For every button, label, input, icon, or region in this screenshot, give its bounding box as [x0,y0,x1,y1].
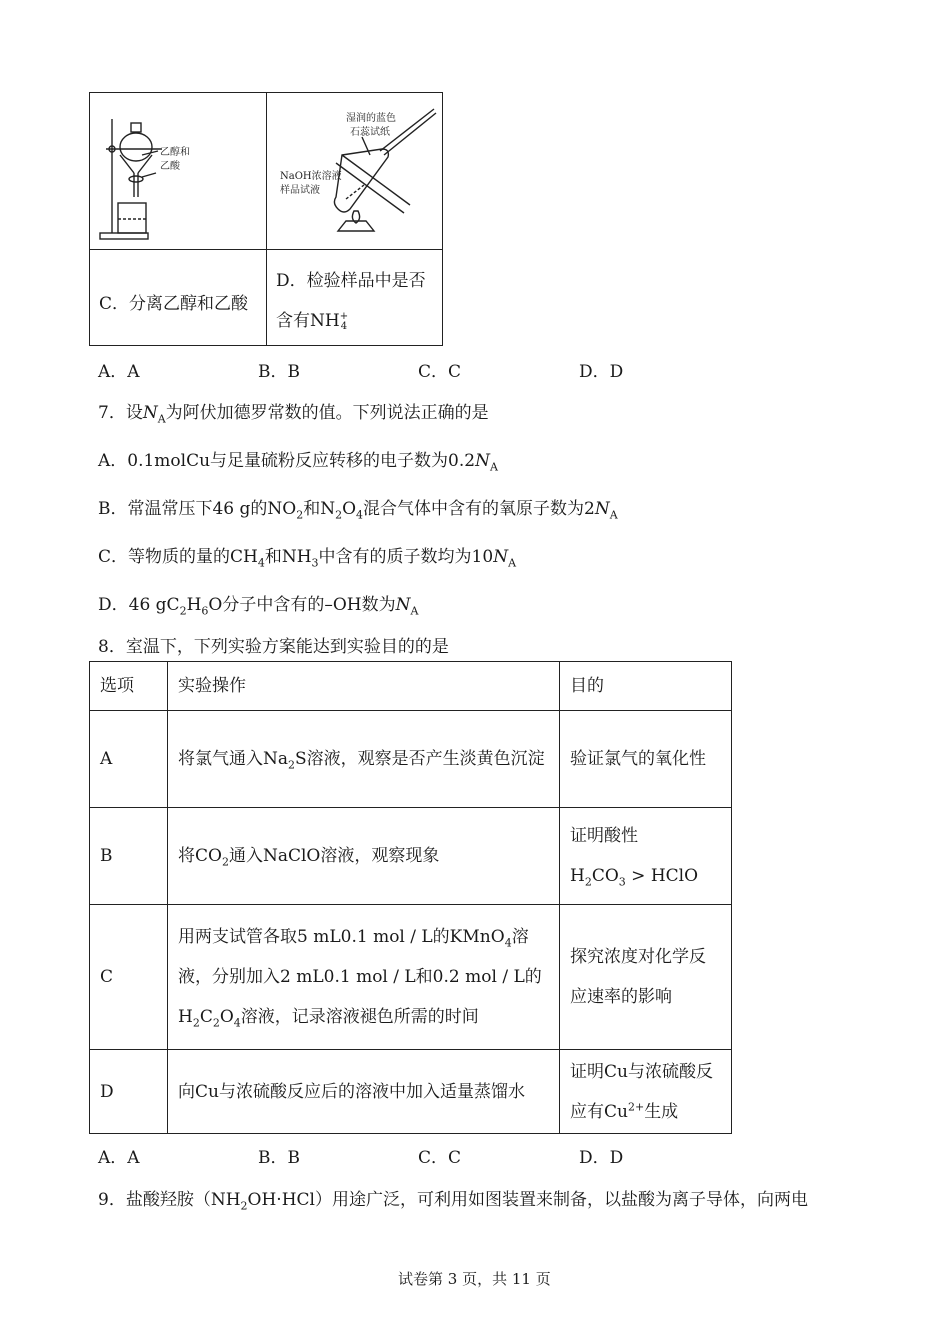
row-b-operation: 将$CO_2$通入NaClO溶液，观察现象 [168,808,560,905]
caption-c: C．分离乙醇和乙酸 [99,294,249,314]
q8-option-c: C．C [418,1148,462,1168]
table-row [90,808,732,905]
fig-c-label-2: 乙酸 [160,161,180,172]
table-row [90,1050,732,1134]
q9-stem: 9．盐酸羟胺$(NH_2OH\cdot HCl)$用途广泛，可利用如图装置来制备，以盐酸为离子导体，向两电 [98,1190,808,1213]
ammonium-test-figure [270,101,442,241]
q6-option-b: B．B [258,362,300,382]
row-b-goal: 证明酸性 $H_2CO_3$ > HClO [560,808,732,905]
q7-stem: 7．设$N_A$为阿伏加德罗常数的值。下列说法正确的是 [98,403,489,426]
q7-option-b: B．常温常压下46 g的$NO_2$和$N_2O_4$混合气体中含有的氧原子数为$2N_A$ [98,499,618,522]
row-c-operation: 用两支试管各取5 mL0.1 mol / L的KMnO$_4$溶液，分别加入2 mL0.1 mol / L和0.2 mol / L的$H_2C_2O_4$溶液，记录溶液褪色所需的时间 [168,905,560,1050]
q7-option-c: C．等物质的量的$CH_4$和$NH_3$中含有的质子数均为$10N_A$ [98,547,517,570]
q7-option-a: A．0.1molCu与足量硫粉反应转移的电子数为$0.2N_A$ [98,451,498,474]
separatory-funnel-figure [98,111,258,245]
row-d-goal: 证明Cu与浓硫酸反应有$Cu^{2+}$生成 [560,1050,732,1134]
caption-d-line1: D．检验样品中是否 [276,271,426,291]
fig-c-label-1: 乙醇和 [160,147,190,158]
row-b-label: B [90,808,168,905]
q6-option-d: D．D [579,362,624,382]
table-row [90,711,732,808]
table-row [90,905,732,1050]
row-a-goal: 验证氯气的氧化性 [560,711,732,808]
q7-option-d: D．46 $gC_2H_6O$分子中含有的–OH数为$N_A$ [98,595,419,618]
row-a-operation: 将氯气通入$Na_2S$溶液，观察是否产生淡黄色沉淀 [168,711,560,808]
q6-option-c: C．C [418,362,462,382]
q8-table [89,661,732,1134]
q8-option-a: A．A [98,1148,140,1168]
row-c-label: C [90,905,168,1050]
fig-d-label-3: NaOH浓溶液 [280,171,342,182]
header-operation: 实验操作 [168,662,560,711]
page-footer: 试卷第 3 页，共 11 页 [398,1270,551,1288]
q8-option-d: D．D [579,1148,624,1168]
q8-option-b: B．B [258,1148,300,1168]
caption-d-line2: 含有NH + 4 [276,310,349,332]
row-a-label: A [90,711,168,808]
row-d-label: D [90,1050,168,1134]
fig-d-label-4: 样品试液 [280,185,320,196]
fig-d-label-1: 湿润的蓝色 [346,113,396,124]
q6-option-a: A．A [98,362,140,382]
row-d-operation: 向Cu与浓硫酸反应后的溶液中加入适量蒸馏水 [168,1050,560,1134]
apparatus-figure-table [89,92,443,346]
table-header-row [90,662,732,711]
header-goal: 目的 [560,662,732,711]
header-option: 选项 [90,662,168,711]
row-c-goal: 探究浓度对化学反应速率的影响 [560,905,732,1050]
q8-stem: 8．室温下，下列实验方案能达到实验目的的是 [98,637,449,657]
fig-d-label-2: 石蕊试纸 [350,127,390,138]
